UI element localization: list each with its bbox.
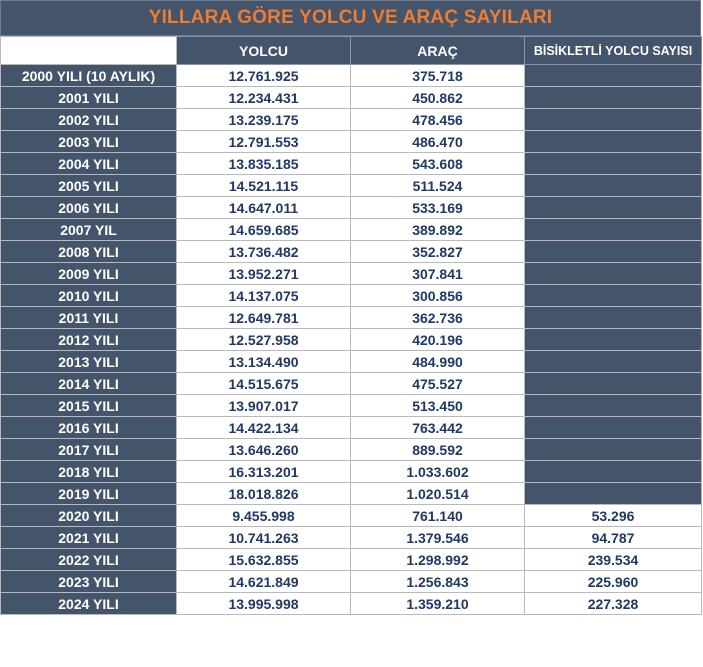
table-row (1, 285, 702, 307)
cell-arac[interactable]: 1.020.514 (351, 483, 525, 505)
cell-arac[interactable]: 362.736 (351, 307, 525, 329)
table-row (1, 197, 702, 219)
cell-yolcu[interactable]: 13.736.482 (177, 241, 351, 263)
cell-arac[interactable]: 1.256.843 (351, 571, 525, 593)
cell-arac[interactable]: 486.470 (351, 131, 525, 153)
cell-arac[interactable]: 533.169 (351, 197, 525, 219)
table-row (1, 65, 702, 87)
table-row (1, 395, 702, 417)
cell-arac[interactable]: 513.450 (351, 395, 525, 417)
cell-yolcu[interactable]: 12.527.958 (177, 329, 351, 351)
row-year-label[interactable]: 2008 YILI (1, 241, 177, 263)
cell-bisikletli[interactable]: 225.960 (525, 571, 702, 593)
column-header-bisikletli[interactable]: BİSİKLETLİ YOLCU SAYISI (525, 37, 702, 65)
row-year-label[interactable]: 2005 YILI (1, 175, 177, 197)
cell-arac[interactable]: 475.527 (351, 373, 525, 395)
row-year-label[interactable]: 2023 YILI (1, 571, 177, 593)
cell-bisikletli[interactable] (525, 131, 702, 153)
cell-arac[interactable]: 307.841 (351, 263, 525, 285)
cell-bisikletli[interactable]: 227.328 (525, 593, 702, 615)
cell-arac[interactable]: 420.196 (351, 329, 525, 351)
row-year-label[interactable]: 2018 YILI (1, 461, 177, 483)
column-header-yolcu[interactable]: YOLCU (177, 37, 351, 65)
table-row (1, 241, 702, 263)
cell-yolcu[interactable]: 16.313.201 (177, 461, 351, 483)
row-year-label[interactable]: 2021 YILI (1, 527, 177, 549)
cell-yolcu[interactable]: 13.952.271 (177, 263, 351, 285)
cell-yolcu[interactable]: 13.134.490 (177, 351, 351, 373)
cell-yolcu[interactable]: 9.455.998 (177, 505, 351, 527)
cell-yolcu[interactable]: 12.761.925 (177, 65, 351, 87)
cell-bisikletli[interactable] (525, 197, 702, 219)
cell-bisikletli[interactable]: 53.296 (525, 505, 702, 527)
table-row (1, 109, 702, 131)
cell-yolcu[interactable]: 13.907.017 (177, 395, 351, 417)
table-row (1, 417, 702, 439)
cell-arac[interactable]: 450.862 (351, 87, 525, 109)
cell-bisikletli[interactable] (525, 461, 702, 483)
column-header-arac[interactable]: ARAÇ (351, 37, 525, 65)
cell-bisikletli[interactable]: 239.534 (525, 549, 702, 571)
row-year-label[interactable]: 2017 YILI (1, 439, 177, 461)
cell-bisikletli[interactable] (525, 373, 702, 395)
cell-arac[interactable]: 511.524 (351, 175, 525, 197)
cell-bisikletli[interactable] (525, 395, 702, 417)
table-row (1, 175, 702, 197)
cell-bisikletli[interactable] (525, 241, 702, 263)
cell-arac[interactable]: 478.456 (351, 109, 525, 131)
table-row (1, 527, 702, 549)
cell-yolcu[interactable]: 13.835.185 (177, 153, 351, 175)
row-year-label[interactable]: 2009 YILI (1, 263, 177, 285)
cell-arac[interactable]: 543.608 (351, 153, 525, 175)
cell-arac[interactable]: 1.359.210 (351, 593, 525, 615)
row-year-label[interactable]: 2012 YILI (1, 329, 177, 351)
cell-yolcu[interactable]: 13.646.260 (177, 439, 351, 461)
cell-arac[interactable]: 375.718 (351, 65, 525, 87)
cell-yolcu[interactable]: 14.515.675 (177, 373, 351, 395)
table-row (1, 153, 702, 175)
cell-bisikletli[interactable] (525, 329, 702, 351)
cell-yolcu[interactable]: 14.647.011 (177, 197, 351, 219)
row-year-label[interactable]: 2003 YILI (1, 131, 177, 153)
cell-yolcu[interactable]: 12.234.431 (177, 87, 351, 109)
cell-yolcu[interactable]: 14.659.685 (177, 219, 351, 241)
row-year-label[interactable]: 2002 YILI (1, 109, 177, 131)
table-row (1, 307, 702, 329)
table-row (1, 351, 702, 373)
row-year-label[interactable]: 2006 YILI (1, 197, 177, 219)
cell-yolcu[interactable]: 13.239.175 (177, 109, 351, 131)
row-year-label[interactable]: 2013 YILI (1, 351, 177, 373)
cell-bisikletli[interactable] (525, 483, 702, 505)
cell-yolcu[interactable]: 14.137.075 (177, 285, 351, 307)
cell-bisikletli[interactable] (525, 87, 702, 109)
cell-yolcu[interactable]: 14.422.134 (177, 417, 351, 439)
cell-bisikletli[interactable] (525, 285, 702, 307)
cell-bisikletli[interactable] (525, 219, 702, 241)
row-year-label[interactable]: 2022 YILI (1, 549, 177, 571)
cell-arac[interactable]: 352.827 (351, 241, 525, 263)
passenger-vehicle-table (0, 36, 702, 615)
row-year-label[interactable]: 2020 YILI (1, 505, 177, 527)
table-row (1, 571, 702, 593)
table-body (1, 37, 702, 615)
row-year-label[interactable]: 2007 YIL (1, 219, 177, 241)
row-year-label[interactable]: 2016 YILI (1, 417, 177, 439)
table-row (1, 483, 702, 505)
table-row (1, 461, 702, 483)
row-year-label[interactable]: 2004 YILI (1, 153, 177, 175)
cell-yolcu[interactable]: 18.018.826 (177, 483, 351, 505)
row-year-label[interactable]: 2019 YILI (1, 483, 177, 505)
table-row (1, 593, 702, 615)
table-row (1, 373, 702, 395)
cell-yolcu[interactable]: 10.741.263 (177, 527, 351, 549)
cell-arac[interactable]: 1.298.992 (351, 549, 525, 571)
cell-yolcu[interactable]: 12.791.553 (177, 131, 351, 153)
cell-bisikletli[interactable] (525, 307, 702, 329)
cell-bisikletli[interactable] (525, 153, 702, 175)
cell-yolcu[interactable]: 15.632.855 (177, 549, 351, 571)
cell-bisikletli[interactable] (525, 417, 702, 439)
header-row (1, 37, 702, 65)
cell-arac[interactable]: 1.379.546 (351, 527, 525, 549)
cell-bisikletli[interactable]: 94.787 (525, 527, 702, 549)
row-year-label[interactable]: 2014 YILI (1, 373, 177, 395)
cell-yolcu[interactable]: 14.621.849 (177, 571, 351, 593)
cell-yolcu[interactable]: 13.995.998 (177, 593, 351, 615)
row-year-label[interactable]: 2015 YILI (1, 395, 177, 417)
table-title: YILLARA GÖRE YOLCU VE ARAÇ SAYILARI (0, 0, 701, 36)
table-row (1, 549, 702, 571)
cell-bisikletli[interactable] (525, 439, 702, 461)
table-row (1, 439, 702, 461)
cell-bisikletli[interactable] (525, 65, 702, 87)
cell-bisikletli[interactable] (525, 109, 702, 131)
cell-bisikletli[interactable] (525, 175, 702, 197)
cell-arac[interactable]: 761.140 (351, 505, 525, 527)
cell-arac[interactable]: 389.892 (351, 219, 525, 241)
table-row (1, 505, 702, 527)
cell-arac[interactable]: 484.990 (351, 351, 525, 373)
cell-yolcu[interactable]: 12.649.781 (177, 307, 351, 329)
table-row (1, 219, 702, 241)
cell-arac[interactable]: 889.592 (351, 439, 525, 461)
row-year-label[interactable]: 2024 YILI (1, 593, 177, 615)
cell-arac[interactable]: 300.856 (351, 285, 525, 307)
table-row (1, 263, 702, 285)
table-row (1, 87, 702, 109)
row-year-label[interactable]: 2000 YILI (10 AYLIK) (1, 65, 177, 87)
row-year-label[interactable]: 2001 YILI (1, 87, 177, 109)
cell-arac[interactable]: 763.442 (351, 417, 525, 439)
header-corner-cell[interactable] (1, 37, 177, 65)
cell-arac[interactable]: 1.033.602 (351, 461, 525, 483)
table-row (1, 131, 702, 153)
cell-bisikletli[interactable] (525, 351, 702, 373)
cell-bisikletli[interactable] (525, 263, 702, 285)
table-row (1, 329, 702, 351)
row-year-label[interactable]: 2010 YILI (1, 285, 177, 307)
cell-yolcu[interactable]: 14.521.115 (177, 175, 351, 197)
row-year-label[interactable]: 2011 YILI (1, 307, 177, 329)
